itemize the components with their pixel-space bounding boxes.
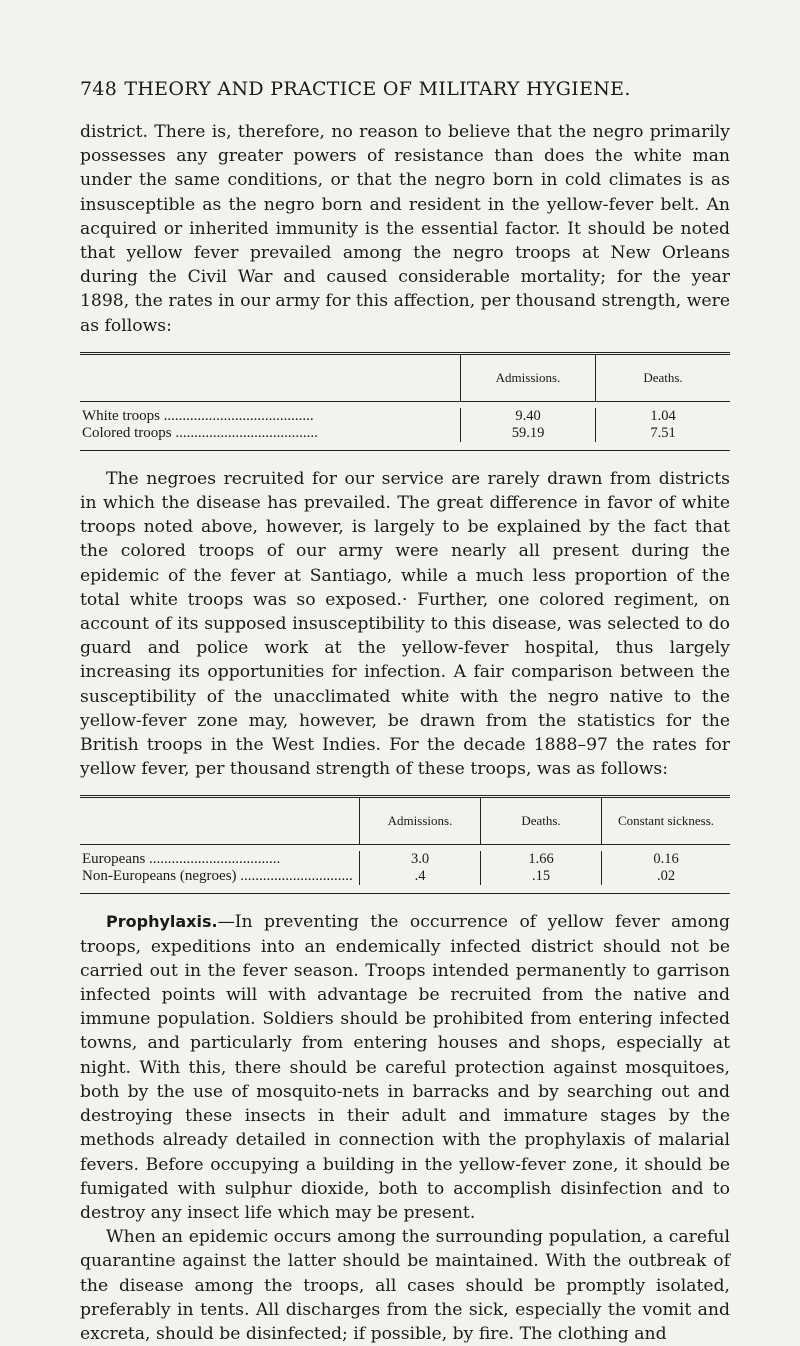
cell-value: .02 (656, 868, 676, 885)
cell-value: 3.0 (410, 851, 430, 868)
cell-value: .4 (414, 868, 426, 885)
table-body (80, 402, 730, 450)
prophylaxis-text: —In preventing the occurrence of yellow fever among troops, expeditions into an endemically infected district should not be carried out in the fever season. Troops intended permanently to garrison infected points will with advantage be recruited from the native and immune population. Soldiers should be prohibited from entering infected towns, and particularly from entering houses and shops, especially at night. With this, there should be careful protection against mosquitoes, both by the use of mosquito-nets in barracks and by searching out and destroying these insects in their adult and immature stages by the methods already detailed in connection with the prophylaxis of malarial fevers. Before occupying a building in the yellow-fever zone, it should be fumigated with sulphur dioxide, both to accomplish disinfection and to destroy any insect life which may be present. (80, 912, 730, 1223)
paragraph-1: district. There is, therefore, no reason to believe that the negro primarily possesses any greater powers of resistance than does the white man under the same conditions, or that the negro born in cold climates is as insusceptible as the negro born and resident in the yellow-fever belt. An acquired or inherited immunity is the essential factor. It should be noted that yellow fever prevailed among the negro troops at New Orleans during the Civil War and caused considerable mortality; for the year 1898, the rates in our army for this affection, per thousand strength, were as follows: (80, 122, 730, 336)
cell-value: 0.16 (653, 851, 679, 868)
row-label-europeans: Europeans ................................... (82, 851, 281, 868)
col-header-admissions: Admissions. (359, 798, 480, 844)
col-header-admissions: Admissions. (460, 355, 595, 401)
paragraph-prophylaxis (80, 910, 730, 1225)
table-british-rates (80, 795, 730, 894)
col-header-deaths: Deaths. (480, 798, 601, 844)
cell-value: 7.51 (650, 424, 676, 441)
running-title: THEORY AND PRACTICE OF MILITARY HYGIENE. (124, 78, 631, 100)
row-label-non-europeans: Non-Europeans (negroes) .............................. (82, 868, 353, 885)
page-number: 748 (80, 78, 118, 100)
running-header (80, 78, 730, 100)
cell-value: 9.40 (515, 407, 541, 424)
table-header (80, 798, 730, 845)
row-label-colored-troops: Colored troops ...................................... (82, 424, 318, 441)
row-label-white-troops: White troops ........................................ (82, 407, 314, 424)
table-us-army-rates (80, 352, 730, 451)
paragraph-2: The negroes recruited for our service are rarely drawn from districts in which the disease has prevailed. The great difference in favor of white troops noted above, however, is largely to be explained by the fact that the colored troops of our army were nearly all present during the epidemic of the fever at Santiago, while a much less proportion of the total white troops was so exposed.· Further, one colored regiment, on account of its supposed insusceptibility to this disease, was selected to do guard and police work at the yellow-fever hospital, thus largely increasing its opportunities for infection. A fair comparison between the susceptibility of the unacclimated white with the negro native to the yellow-fever zone may, however, be drawn from the statistics for the British troops in the West Indies. For the decade 1888–97 the rates for yellow fever, per thousand strength of these troops, was as follows: (80, 468, 730, 780)
col-header-deaths: Deaths. (595, 355, 730, 401)
col-header-constant-sickness: Constant sickness. (601, 798, 730, 844)
table-body (80, 845, 730, 893)
table-header (80, 355, 730, 402)
cell-value: 1.66 (528, 851, 554, 868)
cell-value: 59.19 (511, 424, 545, 441)
cell-value: 1.04 (650, 407, 676, 424)
cell-value: .15 (531, 868, 551, 885)
section-heading: Prophylaxis. (106, 912, 218, 932)
paragraph-4: When an epidemic occurs among the surrounding population, a careful quarantine against the latter should be maintained. With the outbreak of the disease among the troops, all cases should be promptly isolated, preferably in tents. All discharges from the sick, especially the vomit and excreta, should be disinfected; if possible, by fire. The clothing and (80, 1227, 730, 1344)
book-page (80, 78, 730, 1346)
